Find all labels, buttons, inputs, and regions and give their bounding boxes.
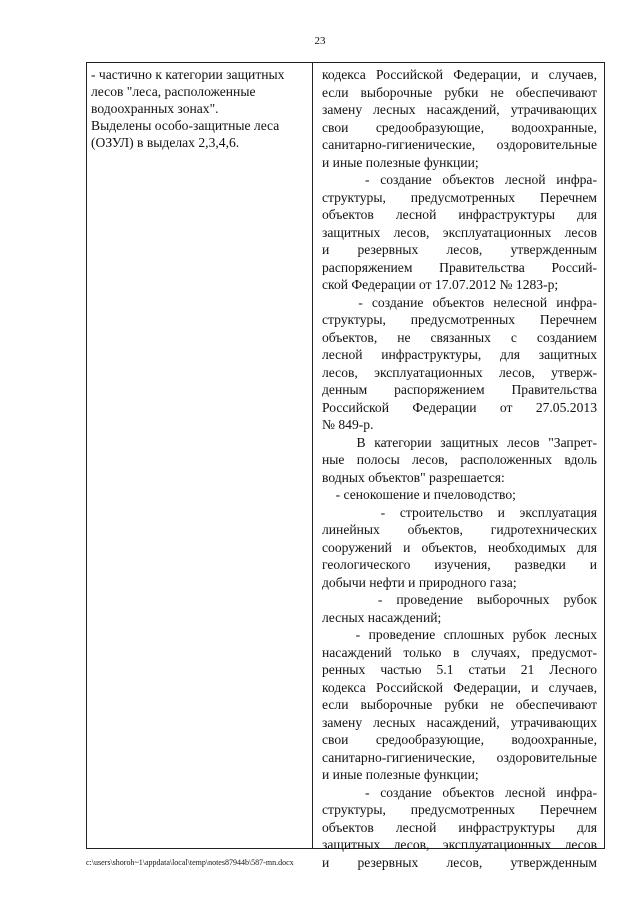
table-cell-right xyxy=(322,66,597,871)
text-line: защитных лесов, эксплуатационных лесов xyxy=(322,224,597,240)
text-line: сооружений и объектов, необходимых для xyxy=(322,539,597,555)
text-line: геологического изучения, разведки и xyxy=(322,557,597,572)
text-line: Российской Федерации от 27.05.2013 xyxy=(322,399,597,415)
column-divider xyxy=(312,63,313,848)
text-line: замену лесных насаждений, утрачивающих xyxy=(322,102,597,117)
text-line: структуры, предусмотренных Перечнем xyxy=(322,802,597,817)
text-line: санитарно-гигиенические, оздоровительные xyxy=(322,749,597,765)
text-line: объектов лесной инфраструктуры для xyxy=(322,819,597,835)
text-line: лесов, эксплуатационных лесов, утверж- xyxy=(322,364,597,380)
text-line: кодекса Российской Федерации, и случаев, xyxy=(322,679,597,695)
text-line: - проведение выборочных рубок xyxy=(322,592,597,607)
text-line: - частично к категории защитных xyxy=(91,67,285,82)
text-line: кодекса Российской Федерации, и случаев, xyxy=(322,67,597,82)
text-line: - создание объектов нелесной инфра- xyxy=(322,294,597,310)
text-line: водных объектов" разрешается: xyxy=(322,469,505,485)
text-line: и резервных лесов, утвержденным xyxy=(322,242,597,257)
text-line: - создание объектов лесной инфра- xyxy=(322,172,597,187)
text-line: водоохранных зонах". xyxy=(91,101,219,116)
text-line: линейных объектов, гидротехнических xyxy=(322,522,597,537)
text-line: санитарно-гигиенические, оздоровительные xyxy=(322,137,597,152)
text-line: добычи нефти и природного газа; xyxy=(322,574,517,590)
text-line: структуры, предусмотренных Перечнем xyxy=(322,312,597,327)
text-line: В категории защитных лесов "Запрет- xyxy=(322,434,597,450)
table-cell-left xyxy=(91,66,306,151)
text-line: денным распоряжением Правительства xyxy=(322,382,597,397)
text-line: ренных частью 5.1 статьи 21 Лесного xyxy=(322,662,597,677)
text-line: - строительство и эксплуатация xyxy=(322,504,597,520)
footer-file-path: c:\users\shoroh~1\appdata\local\temp\notes87944b\587-mn.docx xyxy=(86,858,294,867)
text-line: структуры, предусмотренных Перечнем xyxy=(322,189,597,205)
text-line: ные полосы лесов, расположенных вдоль xyxy=(322,452,597,467)
text-line: - сенокошение и пчеловодство; xyxy=(322,487,516,502)
text-line: насаждений только в случаях, предусмот- xyxy=(322,644,597,660)
text-line: лесов "леса, расположенные xyxy=(91,84,256,99)
text-line: свои средообразующие, водоохранные, xyxy=(322,119,597,135)
text-line: - создание объектов лесной инфра- xyxy=(322,784,597,800)
text-line: если выборочные рубки не обеспечивают xyxy=(322,84,597,100)
text-line: распоряжением Правительства Россий- xyxy=(322,259,597,275)
text-line: свои средообразующие, водоохранные, xyxy=(322,732,597,747)
text-line: - проведение сплошных рубок лесных xyxy=(322,627,597,642)
text-line: (ОЗУЛ) в выделах 2,3,4,6. xyxy=(91,135,240,150)
text-line: и иные полезные функции; xyxy=(322,154,479,170)
text-line: ской Федерации от 17.07.2012 № 1283-р; xyxy=(322,277,559,292)
text-line: если выборочные рубки не обеспечивают xyxy=(322,697,597,712)
text-line: и иные полезные функции; xyxy=(322,767,479,782)
text-line: лесных насаждений; xyxy=(322,609,442,625)
text-line: замену лесных насаждений, утрачивающих xyxy=(322,714,597,730)
text-line: объектов, не связанных с созданием xyxy=(322,329,597,345)
text-line: № 849-р. xyxy=(322,417,374,432)
text-line: защитных лесов, эксплуатационных лесов xyxy=(322,837,597,852)
text-line: объектов лесной инфраструктуры для xyxy=(322,207,597,222)
page-number: 23 xyxy=(314,35,326,47)
text-line: лесной инфраструктуры, для защитных xyxy=(322,347,597,362)
text-line: Выделены особо-защитные леса xyxy=(91,118,280,133)
text-line: и резервных лесов, утвержденным xyxy=(322,854,597,870)
